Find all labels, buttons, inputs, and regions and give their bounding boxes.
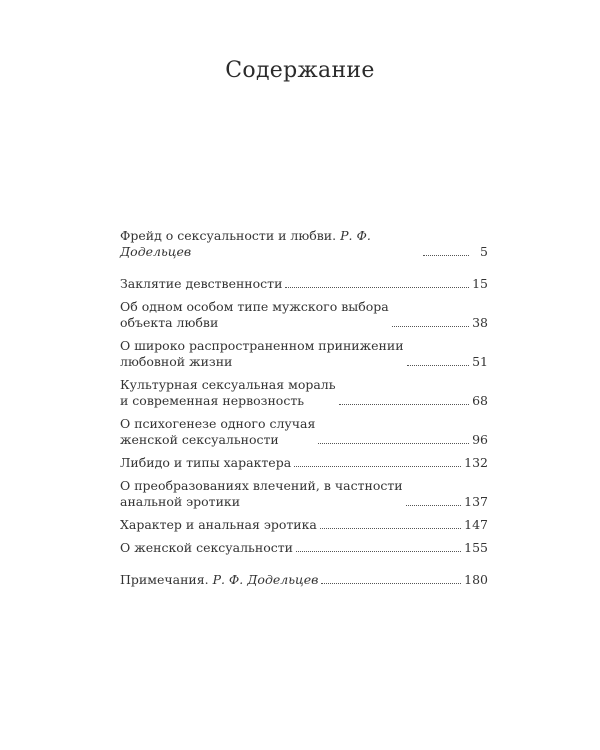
toc-entry xyxy=(120,416,488,448)
toc-entry-title: Заклятие девственности xyxy=(120,276,283,291)
toc-entry-author: Р. Ф. Додельцев xyxy=(120,228,371,259)
toc-page-number: 147 xyxy=(464,517,488,532)
toc-page-number: 155 xyxy=(464,540,488,555)
toc-page-number: 38 xyxy=(472,315,488,330)
toc-entry-text xyxy=(120,455,291,471)
dot-leader xyxy=(285,286,469,288)
toc-entry-title: О психогенезе одного случая xyxy=(120,416,316,431)
toc-entry-text xyxy=(120,338,404,370)
dot-leader xyxy=(320,527,461,529)
dot-leader xyxy=(423,254,469,256)
toc-entry-title-continued: и современная нервозность xyxy=(120,393,305,408)
toc-entry-title-continued: анальной эротики xyxy=(120,494,241,509)
toc-page-number: 132 xyxy=(464,455,488,470)
toc-page-number: 68 xyxy=(472,393,488,408)
toc-entry xyxy=(120,540,488,556)
page-title: Содержание xyxy=(225,58,375,83)
toc-entry-text xyxy=(120,517,317,533)
dot-leader xyxy=(296,550,461,552)
toc-page-number: 180 xyxy=(464,572,488,587)
toc-entry-title: Либидо и типы характера xyxy=(120,455,292,470)
toc-entry-title: Примечания. xyxy=(120,572,209,587)
toc-entry-text xyxy=(120,572,318,588)
toc-entry-text xyxy=(120,377,336,409)
dot-leader xyxy=(321,582,461,584)
toc-page-number: 5 xyxy=(480,244,488,259)
toc-entry-text xyxy=(120,276,282,292)
dot-leader xyxy=(392,325,469,327)
toc-entry-title-continued: объекта любви xyxy=(120,315,219,330)
toc-entry-title-continued: любовной жизни xyxy=(120,354,233,369)
toc-entry-text xyxy=(120,478,403,510)
toc-page-number: 137 xyxy=(464,494,488,509)
toc-entry xyxy=(120,572,488,588)
toc-page-number: 15 xyxy=(472,276,488,291)
dot-leader xyxy=(406,504,462,506)
table-of-contents xyxy=(120,228,488,595)
dot-leader xyxy=(407,364,469,366)
toc-entry-text xyxy=(120,540,293,556)
toc-entry xyxy=(120,455,488,471)
toc-page-number: 96 xyxy=(472,432,488,447)
toc-entry-title-continued: женской сексуальности xyxy=(120,432,279,447)
toc-entry-text xyxy=(120,416,315,448)
dot-leader xyxy=(294,465,461,467)
toc-entry-title: О широко распространенном принижении xyxy=(120,338,404,353)
toc-entry-title: Характер и анальная эротика xyxy=(120,517,317,532)
toc-page-number: 51 xyxy=(472,354,488,369)
toc-entry xyxy=(120,299,488,331)
dot-leader xyxy=(339,403,469,405)
toc-entry xyxy=(120,478,488,510)
dot-leader xyxy=(318,442,469,444)
toc-entry xyxy=(120,276,488,292)
toc-entry-text xyxy=(120,299,389,331)
toc-entry-title: Культурная сексуальная мораль xyxy=(120,377,336,392)
toc-entry-title: Об одном особом типе мужского выбора xyxy=(120,299,389,314)
toc-entry-text xyxy=(120,228,420,260)
toc-entry xyxy=(120,338,488,370)
toc-entry-title: Фрейд о сексуальности и любви. xyxy=(120,228,337,243)
toc-entry xyxy=(120,517,488,533)
toc-entry-title: О женской сексуальности xyxy=(120,540,293,555)
toc-entry xyxy=(120,377,488,409)
toc-entry-author: Р. Ф. Додельцев xyxy=(212,572,319,587)
toc-entry-title: О преобразованиях влечений, в частности xyxy=(120,478,403,493)
toc-entry xyxy=(120,228,488,260)
